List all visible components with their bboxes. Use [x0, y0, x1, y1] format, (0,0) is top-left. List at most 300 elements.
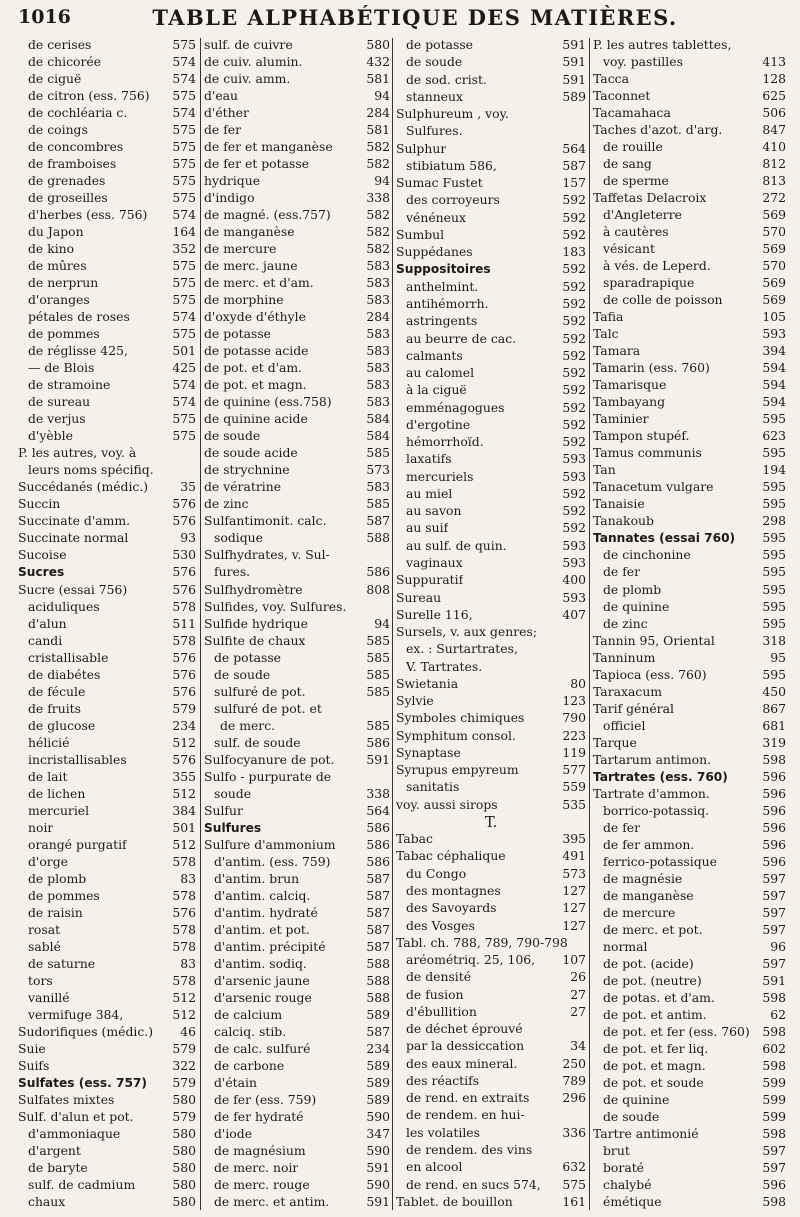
entry-term: de sod. crist.: [406, 72, 487, 87]
entry-term: de soude: [204, 429, 261, 444]
entry-page-number: 591: [562, 37, 586, 52]
entry-term: d'éther: [204, 106, 249, 121]
entry-term: Sumbul: [396, 227, 445, 242]
index-entry: [593, 191, 786, 206]
index-entry: [204, 412, 390, 427]
entry-page-number: 585: [366, 445, 390, 461]
entry-term: vésicant: [603, 242, 655, 257]
entry-term: de pot. et magn.: [204, 378, 307, 393]
entry-term: de ciguë: [28, 72, 82, 87]
entry-term: de magnésie: [603, 871, 683, 886]
index-entry: [396, 763, 586, 778]
entry-term: normal: [603, 939, 648, 954]
entry-page-number: 579: [172, 1040, 196, 1056]
entry-page-number: 588: [366, 972, 390, 988]
entry-page-number: 592: [562, 365, 586, 381]
entry-page-number: 589: [366, 1006, 390, 1022]
index-entry: [396, 124, 586, 139]
entry-page-number: 576: [172, 904, 196, 920]
entry-term: d'ébullition: [406, 1004, 477, 1019]
entry-page-number: 569: [762, 207, 786, 223]
entry-term: borrico-potassiq.: [603, 803, 710, 818]
index-entry: [593, 787, 786, 802]
index-entry: [593, 548, 786, 563]
index-entry: [593, 1178, 786, 1193]
entry-page-number: 338: [366, 785, 390, 801]
entry-term: de chicorée: [28, 55, 102, 70]
entry-page-number: 586: [366, 853, 390, 869]
entry-page-number: 595: [762, 547, 786, 563]
index-entry: [396, 349, 586, 364]
entry-term: de fer et potasse: [204, 157, 310, 172]
entry-page-number: 578: [172, 921, 196, 937]
entry-term: de manganèse: [603, 888, 694, 903]
entry-page-number: 94: [374, 173, 390, 189]
entry-term: d'antim. (ess. 759): [214, 854, 331, 869]
entry-term: Tabl. ch. 788, 789, 790-798: [396, 935, 568, 950]
entry-term: de merc. rouge: [214, 1178, 310, 1193]
entry-term: chaux: [28, 1195, 66, 1210]
entry-page-number: 347: [366, 1126, 390, 1141]
index-entry: [204, 106, 390, 121]
entry-term: Symphitum consol.: [396, 728, 516, 743]
entry-page-number: 588: [366, 530, 390, 546]
entry-page-number: 46: [180, 1023, 196, 1039]
entry-page-number: 501: [172, 343, 196, 359]
entry-term: de coings: [28, 123, 88, 138]
index-entry: [18, 72, 196, 87]
entry-page-number: 432: [366, 54, 390, 70]
index-entry: [204, 225, 390, 240]
index-entry: [204, 1127, 390, 1142]
entry-term: Sulfides, voy. Sulfures.: [204, 599, 347, 614]
entry-term: de pot. et fer liq.: [603, 1041, 709, 1056]
entry-term: Suie: [18, 1041, 46, 1056]
index-entry: [593, 1008, 786, 1023]
entry-page-number: 582: [366, 207, 390, 223]
index-entry: [593, 583, 786, 598]
entry-page-number: 80: [570, 675, 586, 691]
index-entry: [396, 573, 586, 588]
entry-term: Sulfhydrates, v. Sul-: [204, 548, 330, 563]
entry-page-number: 597: [762, 904, 786, 920]
entry-term: de rendem. en hui-: [406, 1108, 525, 1123]
entry-term: de verjus: [28, 412, 86, 427]
entry-term: Tacamahaca: [593, 106, 671, 121]
entry-page-number: 298: [762, 513, 786, 529]
entry-page-number: 588: [366, 955, 390, 971]
index-entry: [593, 719, 786, 734]
index-entry: [204, 1008, 390, 1023]
entry-page-number: 336: [562, 1124, 586, 1140]
entry-term: d'antim. brun: [214, 871, 300, 886]
entry-page-number: 575: [172, 292, 196, 308]
index-entry: [396, 591, 586, 606]
entry-page-number: 574: [172, 394, 196, 410]
entry-term: Tan: [593, 463, 616, 478]
index-entry: [18, 1042, 196, 1057]
entry-term: Sulfur: [204, 803, 243, 818]
entry-page-number: 580: [172, 1177, 196, 1193]
entry-term: de potasse acide: [204, 344, 309, 359]
entry-page-number: 410: [762, 139, 786, 155]
entry-term: de mercure: [204, 242, 277, 257]
index-entry: [18, 38, 196, 53]
index-entry: [396, 193, 586, 208]
entry-page-number: 585: [366, 717, 390, 733]
entry-page-number: 602: [762, 1040, 786, 1056]
index-entry: [204, 565, 390, 580]
entry-term: de glucose: [28, 718, 96, 733]
index-entry: [18, 497, 196, 512]
entry-term: soude: [214, 786, 252, 801]
index-entry: [593, 89, 786, 104]
entry-page-number: 594: [762, 377, 786, 393]
index-entry: [593, 1161, 786, 1176]
entry-page-number: 588: [366, 989, 390, 1005]
index-column-2: [204, 38, 390, 1210]
entry-term: de concombres: [28, 140, 124, 155]
index-entry: [18, 1110, 196, 1125]
entry-term: cristallisable: [28, 650, 109, 665]
entry-page-number: 587: [366, 870, 390, 886]
index-entry: [204, 804, 390, 819]
index-entry: [204, 821, 390, 836]
entry-page-number: 338: [366, 190, 390, 206]
index-entry: [593, 106, 786, 121]
entry-page-number: 596: [762, 836, 786, 852]
entry-page-number: 569: [762, 292, 786, 308]
index-entry: [204, 685, 390, 700]
entry-page-number: 506: [762, 105, 786, 121]
index-entry: [593, 1076, 786, 1091]
index-entry: [593, 395, 786, 410]
entry-term: de fer: [204, 123, 242, 138]
entry-term: Tartre antimonié: [593, 1127, 699, 1141]
index-entry: [204, 480, 390, 495]
entry-term: P. les autres, voy. à: [18, 446, 137, 461]
index-entry: [593, 242, 786, 257]
entry-term: d'antim. calciq.: [214, 888, 311, 903]
index-entry: [18, 361, 196, 376]
entry-term: de vératrine: [204, 480, 282, 495]
entry-term: Tanacetum vulgare: [593, 480, 714, 495]
entry-term: d'antim. et pot.: [214, 922, 310, 937]
index-entry: [204, 38, 390, 53]
index-entry: [396, 746, 586, 761]
column-divider: [589, 38, 590, 1210]
entry-term: Sucoise: [18, 548, 67, 563]
index-entry: [396, 1143, 586, 1158]
entry-page-number: 597: [762, 887, 786, 903]
entry-page-number: 867: [762, 700, 786, 716]
index-entry: [396, 694, 586, 709]
index-entry: [204, 157, 390, 172]
entry-page-number: 583: [366, 275, 390, 291]
entry-page-number: 580: [172, 1194, 196, 1210]
entry-term: chalybé: [603, 1178, 652, 1193]
index-entry: [593, 651, 786, 666]
entry-term: de cochléaria c.: [28, 106, 128, 121]
index-entry: [396, 1126, 586, 1141]
index-entry: [396, 418, 586, 433]
entry-page-number: 592: [562, 503, 586, 519]
index-entry: [18, 327, 196, 342]
index-entry: [396, 780, 586, 795]
index-entry: [396, 677, 586, 692]
index-entry: [204, 1110, 390, 1125]
entry-page-number: 575: [172, 190, 196, 206]
entry-page-number: 491: [562, 848, 586, 864]
entry-page-number: 575: [172, 139, 196, 155]
entry-page-number: 592: [562, 416, 586, 432]
index-entry: [18, 702, 196, 717]
entry-page-number: 592: [562, 226, 586, 242]
entry-page-number: 632: [562, 1159, 586, 1175]
entry-term: sulfuré de pot.: [214, 684, 306, 699]
index-entry: [18, 600, 196, 615]
index-entry: [204, 719, 390, 734]
column-divider: [392, 38, 393, 1210]
entry-page-number: 591: [366, 751, 390, 767]
entry-term: de mercure: [603, 905, 676, 920]
index-entry: [204, 446, 390, 461]
index-entry: [396, 332, 586, 347]
index-entry: [18, 1076, 196, 1091]
entry-term: Sumac Fustet: [396, 176, 483, 191]
entry-page-number: 594: [762, 394, 786, 410]
entry-page-number: 400: [562, 572, 586, 588]
index-entry: [204, 514, 390, 529]
entry-term: au miel: [406, 486, 453, 501]
entry-page-number: 592: [562, 330, 586, 346]
index-entry: [18, 1161, 196, 1176]
entry-page-number: 27: [570, 986, 586, 1002]
entry-page-number: 574: [172, 207, 196, 223]
index-entry: [204, 327, 390, 342]
index-entry: [18, 668, 196, 683]
index-entry: [18, 821, 196, 836]
index-entry: [593, 821, 786, 836]
entry-term: de déchet éprouvé: [406, 1022, 523, 1037]
entry-page-number: 83: [180, 955, 196, 971]
entry-term: de stramoine: [28, 378, 111, 393]
index-entry: [396, 297, 586, 312]
index-entry: [396, 435, 586, 450]
index-entry: [204, 736, 390, 751]
entry-page-number: 578: [172, 598, 196, 614]
entry-term: Tartarum antimon.: [593, 752, 712, 767]
entry-term: Taminier: [593, 412, 649, 427]
index-entry: [204, 463, 390, 478]
entry-term: rosat: [28, 922, 61, 937]
entry-page-number: 582: [366, 156, 390, 172]
index-entry: [593, 770, 786, 785]
entry-page-number: 583: [366, 326, 390, 342]
entry-page-number: 592: [562, 382, 586, 398]
entry-term: de citron (ess. 756): [28, 89, 150, 104]
index-entry: [18, 889, 196, 904]
index-entry: [18, 344, 196, 359]
entry-page-number: 579: [172, 1108, 196, 1124]
entry-page-number: 512: [172, 1006, 196, 1022]
entry-term: calciq. stib.: [214, 1024, 287, 1039]
index-entry: [593, 446, 786, 461]
entry-page-number: 94: [374, 615, 390, 631]
entry-page-number: 590: [366, 1143, 390, 1159]
entry-term: Tamara: [593, 344, 641, 359]
entry-term: incristallisables: [28, 752, 127, 767]
entry-page-number: 535: [562, 796, 586, 812]
index-entry: [593, 600, 786, 615]
index-entry: [593, 974, 786, 989]
index-entry: [18, 412, 196, 427]
entry-page-number: 183: [562, 244, 586, 260]
entry-page-number: 234: [366, 1040, 390, 1056]
entry-page-number: 161: [562, 1193, 586, 1209]
entry-page-number: 587: [366, 887, 390, 903]
index-entry: [18, 770, 196, 785]
index-entry: [18, 787, 196, 802]
index-entry: [396, 936, 586, 951]
index-entry: [18, 378, 196, 393]
entry-term: au calomel: [406, 366, 475, 381]
entry-page-number: 576: [172, 751, 196, 767]
index-entry: [204, 906, 390, 921]
entry-term: Tanaisie: [593, 497, 645, 512]
entry-term: de carbone: [214, 1058, 285, 1073]
index-entry: [396, 470, 586, 485]
entry-term: de quinine: [603, 1092, 670, 1107]
entry-term: leurs noms spécifiq.: [28, 463, 154, 478]
entry-term: Tamarin (ess. 760): [593, 361, 710, 376]
index-entry: [396, 642, 586, 657]
entry-term: hémorrhoïd.: [406, 435, 484, 450]
entry-term: au sulf. de quin.: [406, 538, 507, 553]
entry-page-number: 581: [366, 122, 390, 138]
entry-page-number: 94: [374, 88, 390, 104]
entry-term: de mûres: [28, 259, 87, 274]
entry-term: de pommes: [28, 888, 100, 903]
index-entry: [204, 600, 390, 615]
page-title: TABLE ALPHABÉTIQUE DES MATIÈRES.: [152, 5, 678, 30]
index-entry: [204, 89, 390, 104]
entry-page-number: 595: [762, 445, 786, 461]
index-entry: [204, 957, 390, 972]
index-entry: [593, 208, 786, 223]
entry-page-number: 194: [762, 462, 786, 478]
entry-page-number: 813: [762, 173, 786, 189]
entry-term: de merc. et antim.: [214, 1195, 330, 1210]
entry-term: du Congo: [406, 866, 467, 881]
index-entry: [18, 940, 196, 955]
entry-term: de rend. en sucs 574,: [406, 1177, 541, 1192]
entry-page-number: 593: [562, 451, 586, 467]
index-entry: [18, 157, 196, 172]
entry-page-number: 585: [366, 649, 390, 665]
entry-term: de fusion: [406, 987, 464, 1002]
index-entry: [593, 310, 786, 325]
entry-page-number: 593: [562, 468, 586, 484]
entry-page-number: 322: [172, 1057, 196, 1073]
entry-term: de cuiv. alumin.: [204, 55, 303, 70]
index-entry: [396, 625, 586, 640]
entry-term: voy. pastilles: [603, 55, 683, 70]
index-entry: [396, 90, 586, 105]
entry-term: de potasse: [406, 38, 474, 52]
entry-term: de cinchonine: [603, 548, 691, 563]
entry-page-number: 578: [172, 938, 196, 954]
index-entry: [396, 832, 586, 847]
index-entry: [18, 583, 196, 598]
entry-term: de merc. noir: [214, 1161, 299, 1176]
index-entry: [18, 55, 196, 70]
index-entry: [204, 787, 390, 802]
index-entry: [396, 953, 586, 968]
entry-page-number: 581: [366, 71, 390, 87]
index-entry: [204, 1059, 390, 1074]
entry-term: de cerises: [28, 38, 92, 52]
index-entry: [204, 140, 390, 155]
entry-page-number: 580: [366, 37, 390, 52]
entry-page-number: 107: [562, 952, 586, 968]
entry-term: de framboises: [28, 157, 117, 172]
entry-page-number: 599: [762, 1108, 786, 1124]
entry-term: vaginaux: [406, 555, 463, 570]
entry-page-number: 580: [172, 1091, 196, 1107]
entry-term: des eaux mineral.: [406, 1056, 518, 1071]
entry-term: de potas. et d'am.: [603, 990, 715, 1005]
index-entry: [396, 401, 586, 416]
index-entry: [204, 55, 390, 70]
index-entry: [18, 140, 196, 155]
entry-page-number: 511: [172, 615, 196, 631]
index-entry: [18, 872, 196, 887]
entry-page-number: 425: [172, 360, 196, 376]
entry-page-number: 586: [366, 836, 390, 852]
index-entry: [204, 940, 390, 955]
entry-page-number: 530: [172, 547, 196, 563]
index-entry: [593, 140, 786, 155]
index-entry: [593, 855, 786, 870]
entry-page-number: 623: [762, 428, 786, 444]
index-entry: [593, 327, 786, 342]
entry-term: de zinc: [204, 497, 249, 512]
entry-term: sulf. de cuivre: [204, 38, 293, 52]
index-entry: [593, 1144, 786, 1159]
entry-term: Sulfures: [204, 820, 262, 835]
entry-page-number: 123: [562, 693, 586, 709]
entry-term: de rend. en extraits: [406, 1091, 530, 1106]
index-entry: [18, 1025, 196, 1040]
entry-page-number: 512: [172, 836, 196, 852]
index-entry: [18, 1127, 196, 1142]
entry-term: de grenades: [28, 174, 106, 189]
entry-page-number: 597: [762, 870, 786, 886]
entry-page-number: 573: [366, 462, 390, 478]
entry-page-number: 586: [366, 564, 390, 580]
entry-term: astringents: [406, 314, 478, 329]
entry-page-number: 127: [562, 883, 586, 899]
entry-page-number: 578: [172, 972, 196, 988]
entry-term: Succin: [18, 497, 61, 512]
entry-page-number: 576: [172, 581, 196, 597]
entry-term: de pot. et antim.: [603, 1007, 707, 1022]
entry-term: Tanakoub: [593, 514, 654, 529]
index-entry: [593, 872, 786, 887]
entry-term: de merc. jaune: [204, 259, 298, 274]
entry-page-number: 512: [172, 734, 196, 750]
